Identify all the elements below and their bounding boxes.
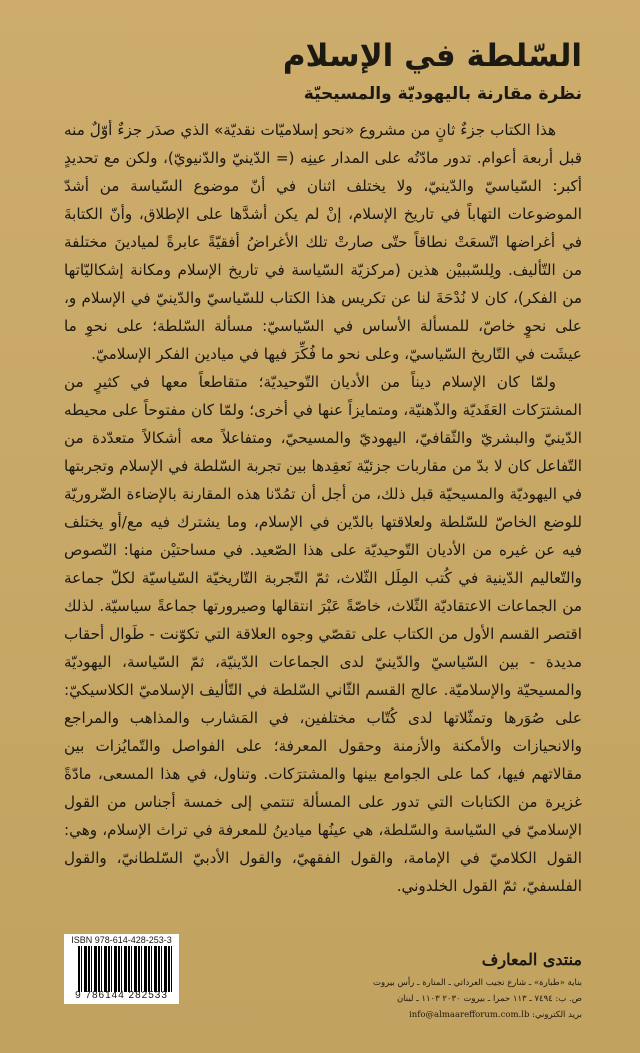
barcode-digits: 9 786144 282533 [75,990,168,1001]
book-subtitle: نظرة مقارنة باليهوديّة والمسيحيّة [303,84,582,104]
publisher-email: بريد الكتروني: info@almaarefforum.com.lb [409,1010,582,1020]
publisher-po-box: ص. ب: ٧٤٩٤ ـ ١١٣ حمرا ـ بيروت ٢٠٣٠ ١١٠٣ ـ لبنان [396,994,582,1004]
blurb [64,116,582,900]
isbn-label: ISBN 978-614-428-253-3 [71,935,172,945]
blurb-paragraph: ولمّا كان الإسلام ديناً من الأديان التّوحيديّة؛ متقاطعاً معها في كثيرٍ من المشترَكات العَقَديّة والذّهنيّة، ومتمايزاً عنها في أخرى؛ ولمّا كان مفتوحاً على محيطه الدّينيّ والبشريّ والثّقافيّ، اليهوديّ والمسيحيّ، ومتفاعلاً معه أشكالاً متعدّدة من التّفاعل كان لا بدّ من مقاربات جزئيّة نَعقِدها بين تجربة السّلطة في الإسلام وتجربتها في اليهوديّة والمسيحيّة قبل ذلك، من أجل أن تمُدّنا هذه المقارنة بالإضاءة الضّروريّة للوضع الخاصّ للسّلطة ولعلاقتها بالدّين في الإسلام، وما يشترك فيه مع/أو يختلف فيه عن غيره من الأديان التّوحيديّة على هذا الصّعيد. في مساحتيْن منها: النّصوص والتّعاليم الدّينية في كُتب المِلَل الثّلاث، ثمّ التّجربة التّاريخيّة السّياسيّة لكلّ جماعة من الجماعات الاعتقاديّة الثّلاث، خاصّةً عَبْرَ انتقالها وصيرورتها جماعةً سياسيّة. لذلك اقتصر القسم الأول من الكتاب على تقصّي وجوه العلاقة التي تكوّنت - طَوال أحقاب مديدة - بين السّياسيّ والدّينيّ لدى الجماعات الدّينيّة، ثمّ السّياسة، اليهوديّة والمسيحيّة والإسلاميّة. عالج القسم الثّاني السّلطة في التّأليف الإسلاميّ الكلاسيكيّ: على صُوَرها وتمثّلاتها لدى كُتّاب مختلفين، في المَشارب والمذاهب والمراجع والانحيازات والأمكنة والأزمنة وحقول المعرفة؛ على الفواصل والتّمايُزات بين مقالاتهم فيها، كما على الجوامع بينها والمشترَكات. وتناول، في هذا المسعى، مادّةً غزيرة من الكتابات التي تدور على المسألة تنتمي إلى خمسة أجناس من القول الإسلاميّ في السّياسة والسّلطة، هي عينُها ميادينُ للمعرفة في تراث الإسلام، وهي: القول الكلاميّ في الإمامة، والقول الفقهيّ، والقول الأدبيّ السّلطانيّ، والقول الفلسفيّ، ثمّ القول الخلدوني. [64,373,582,895]
barcode-bars [78,946,174,992]
publisher-address: بناية «طبارة» ـ شارع نجيب العرداتي ـ المنارة ـ رأس بيروت [373,978,582,988]
publisher-logo: منتدى المعارف [481,950,582,969]
blurb-paragraph: هذا الكتاب جزءٌ ثانٍ من مشروع «نحو إسلاميّات نقديّة» الذي صدَر جزءٌ أوّلٌ منه قبل أربعة أعوام. تدور مادّتُه على المدار عينِه (= الدّينيّ والدّنيويّ)، ولكن مع تحديدٍ أكبر: السّياسيّ والدّينيّ، ولا يختلف اثنان في أنّ موضوع السّياسة من أشدّ الموضوعات التهاباً في تاريخ الإسلام، إنْ لم يكن أشدَّها على الإطلاق، وأنّ الكتابةَ في أغراضها اتّسعَتْ نطاقاً حتّى صارتْ تلك الأغراضُ أفقيّةً عابرةً لميادينَ مختلفة من التّأليف. ولِلسّببيْن هذين (مركزيّة السّياسة في تاريخ الإسلام ومكانة إشكاليّاتها من الفكر)، كان لا نُدْحَةَ لنا عن تكريس هذا الكتاب للسّياسيّ والدّينيّ في الإسلام و، على نحوٍ خاصّ، للمسألة الأساس في السّياسيّ: مسألة السّلطة؛ على نحوِ ما عيشَت في التّاريخ السّياسيّ، وعلى نحو ما فُكِّرَ فيها في ميادين الفكر الإسلاميّ. [64,121,582,363]
cover-footer [64,934,582,1023]
book-title: السّلطة في الإسلام [282,38,582,74]
isbn-barcode [64,934,179,1004]
publisher-info [373,934,582,1023]
